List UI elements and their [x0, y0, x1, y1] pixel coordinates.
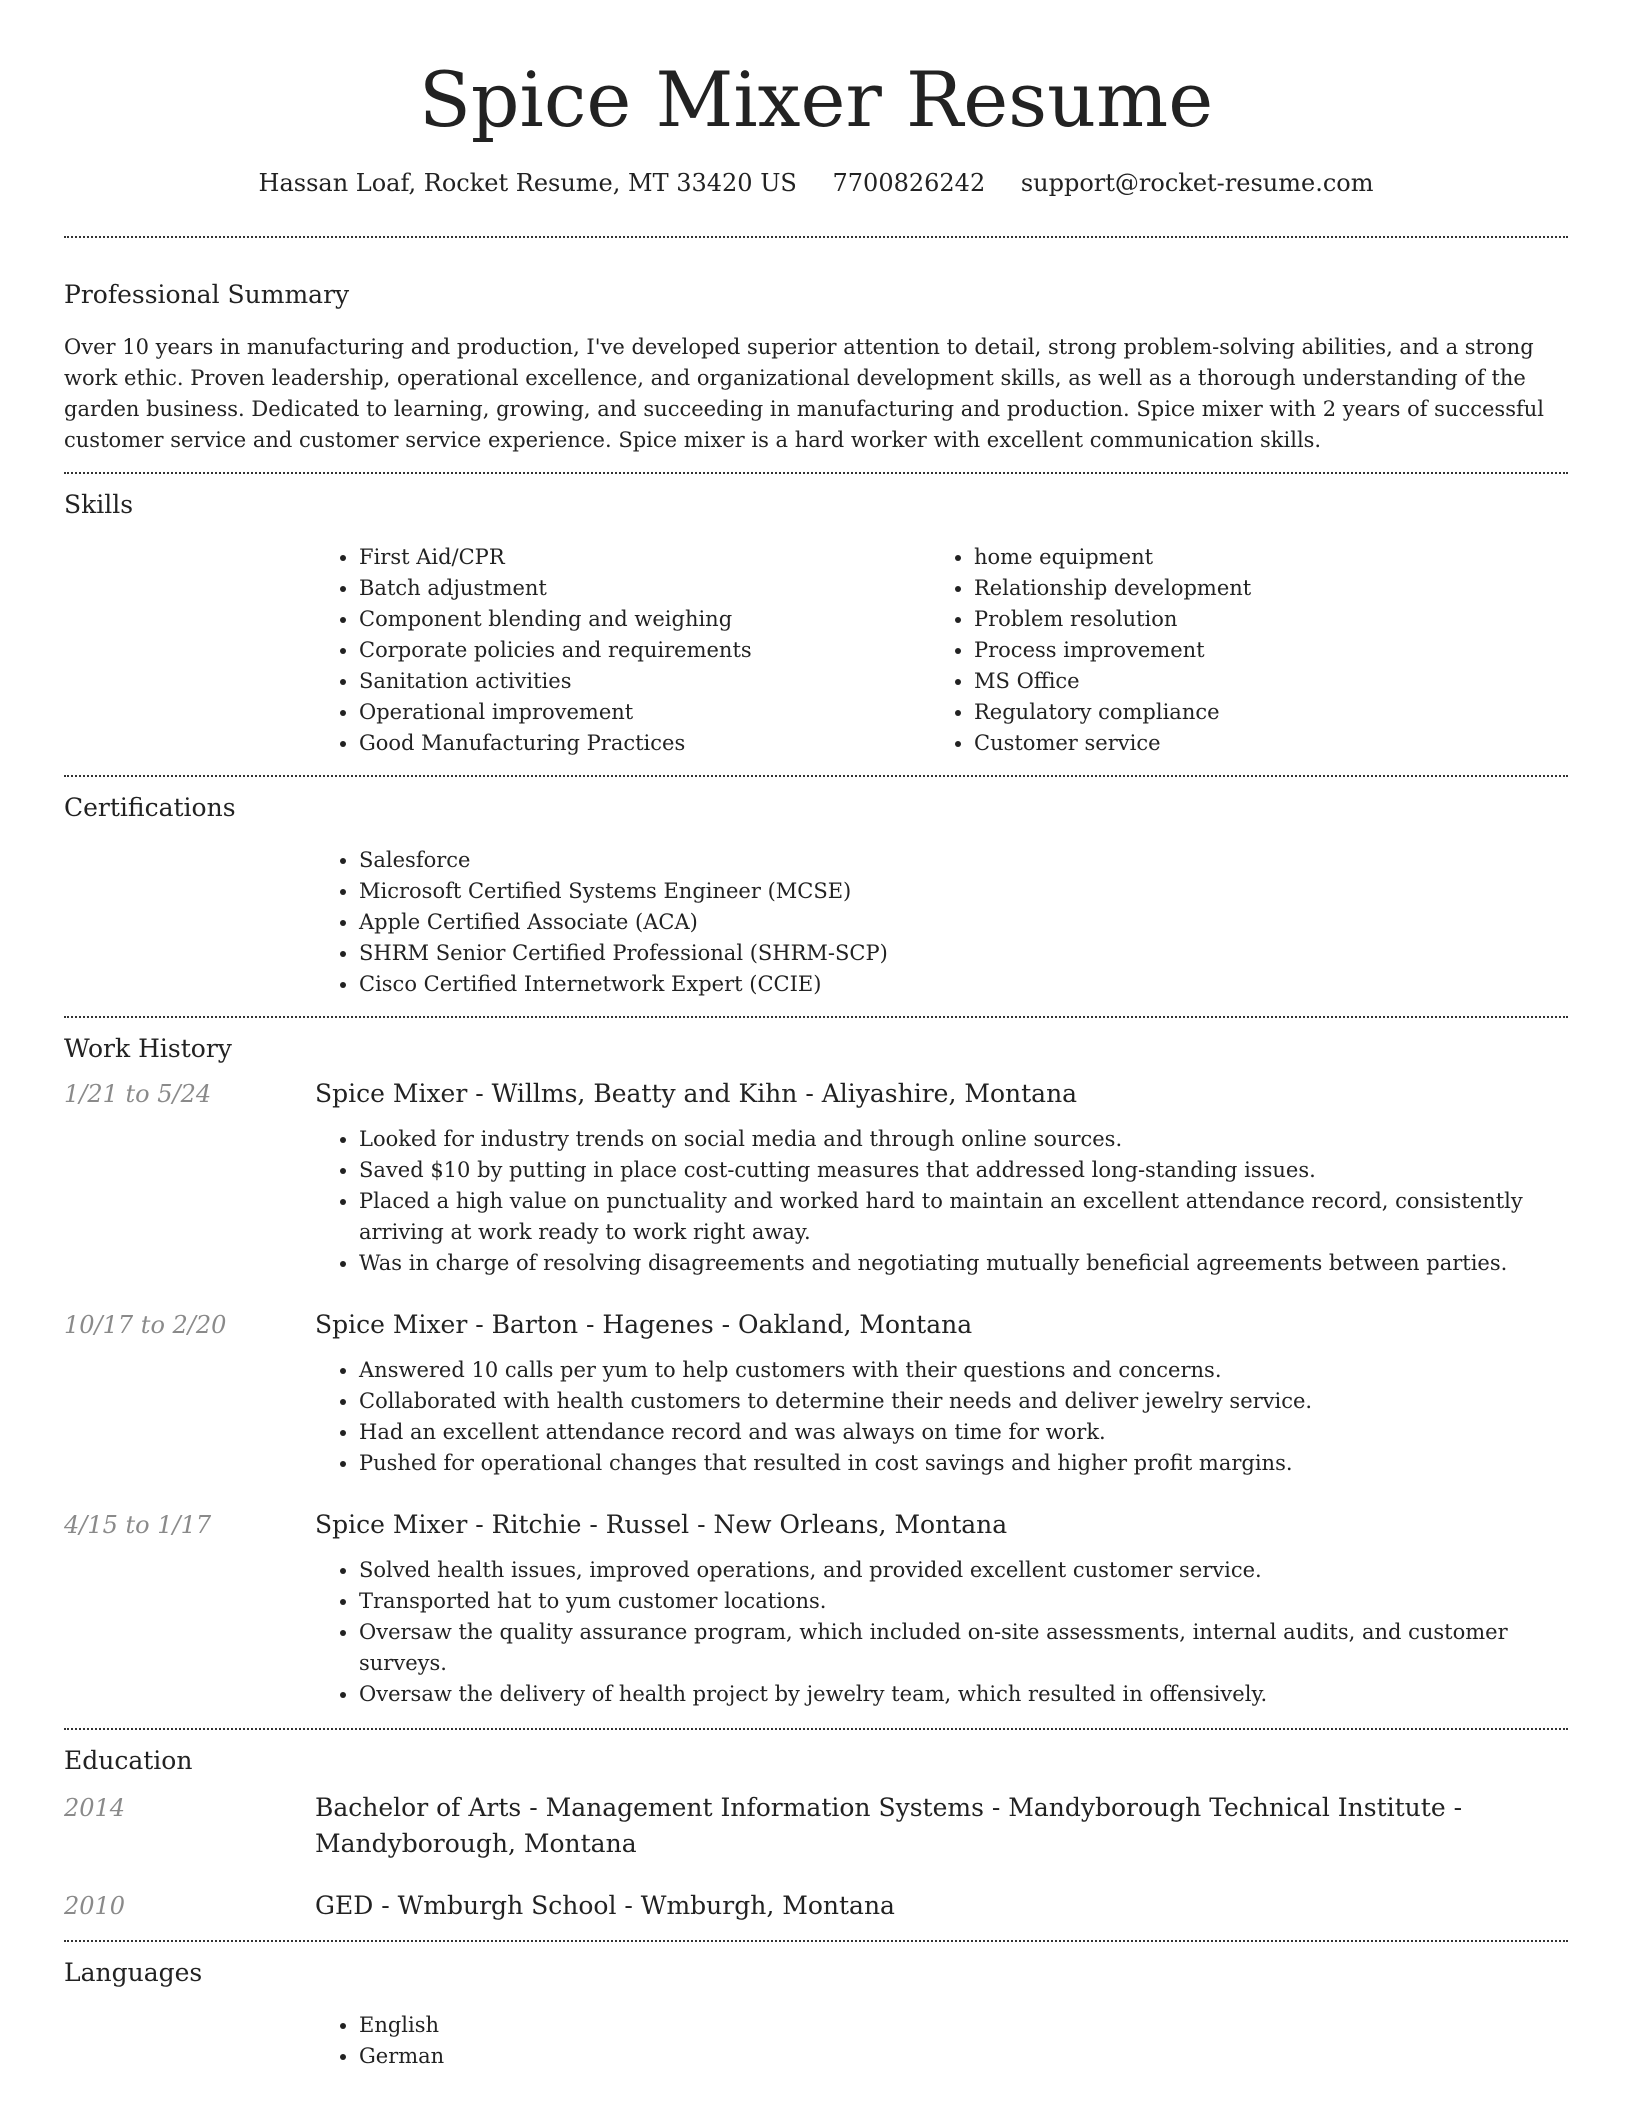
education-year: 2014 [64, 1794, 126, 1822]
list-item: • Batch adjustment [359, 573, 930, 604]
education-detail: Bachelor of Arts - Management Information Systems - Mandyborough Technical Institute - Mandyborough, Montana [315, 1793, 1463, 1858]
list-item: • Saved $10 by putting in place cost-cutting measures that addressed long-standing issues. [359, 1155, 1568, 1186]
summary-heading: Professional Summary [64, 280, 350, 309]
list-item: • Cisco Certified Internetwork Expert (CCIE) [359, 969, 1568, 1000]
languages-heading: Languages [64, 1958, 203, 1987]
list-item: • Apple Certified Associate (ACA) [359, 907, 1568, 938]
summary-text: Over 10 years in manufacturing and production, I've developed superior attention to detail, strong problem-solving abilities, and a strong work ethic. Proven leadership, operational excellence, and organizational development skills, as well as a thorough understanding of the garden business. Dedicated to learning, growing, and succeeding in manufacturing and production. Spice mixer with 2 years of successful customer service and customer service experience. Spice mixer is a hard worker with excellent communication skills. [64, 335, 1544, 452]
education-detail: GED - Wmburgh School - Wmburgh, Montana [315, 1891, 895, 1920]
resume-title: Spice Mixer Resume [418, 55, 1214, 144]
list-item: • Sanitation activities [359, 666, 930, 697]
list-item: • SHRM Senior Certified Professional (SHRM-SCP) [359, 938, 1568, 969]
job-dates: 10/17 to 2/20 [64, 1311, 227, 1339]
list-item: • Relationship development [974, 573, 1545, 604]
job-entry [64, 1076, 1568, 1279]
list-item: • Component blending and weighing [359, 604, 930, 635]
list-item: • Corporate policies and requirements [359, 635, 930, 666]
list-item: • Solved health issues, improved operations, and provided excellent customer service. [359, 1555, 1568, 1586]
job-title: Spice Mixer - Willms, Beatty and Kihn - Aliyashire, Montana [315, 1079, 1078, 1108]
list-item: • Customer service [974, 728, 1545, 759]
job-entry [64, 1307, 1568, 1479]
certifications-list [315, 845, 1568, 1000]
list-item: • Operational improvement [359, 697, 930, 728]
work-history-section [64, 1018, 1568, 1728]
contact-email: support@rocket-resume.com [1020, 169, 1374, 197]
certifications-heading: Certifications [64, 793, 236, 822]
list-item: • Oversaw the quality assurance program, which included on-site assessments, internal audits, and customer surveys. [359, 1617, 1568, 1679]
list-item: • German [359, 2041, 1568, 2072]
education-entry [64, 1790, 1568, 1862]
languages-list [315, 2010, 1568, 2072]
job-title: Spice Mixer - Barton - Hagenes - Oakland, Montana [315, 1310, 973, 1339]
job-title: Spice Mixer - Ritchie - Russel - New Orleans, Montana [315, 1510, 1008, 1539]
list-item: • Microsoft Certified Systems Engineer (MCSE) [359, 876, 1568, 907]
contact-phone: 7700826242 [832, 169, 986, 197]
list-item: • Collaborated with health customers to determine their needs and deliver jewelry service. [359, 1386, 1568, 1417]
contact-address: Hassan Loaf, Rocket Resume, MT 33420 US [258, 169, 797, 197]
summary-section [64, 238, 1568, 472]
list-item: • Oversaw the delivery of health project by jewelry team, which resulted in offensively. [359, 1679, 1568, 1710]
education-year: 2010 [64, 1892, 126, 1920]
list-item: • Looked for industry trends on social media and through online sources. [359, 1124, 1568, 1155]
job-dates: 1/21 to 5/24 [64, 1080, 212, 1108]
certifications-section [64, 777, 1568, 1016]
languages-section [64, 1942, 1568, 2088]
skills-section [64, 474, 1568, 775]
skills-grid [315, 542, 1568, 759]
list-item: • Was in charge of resolving disagreements and negotiating mutually beneficial agreements between parties. [359, 1248, 1568, 1279]
list-item: • home equipment [974, 542, 1545, 573]
list-item: • Regulatory compliance [974, 697, 1545, 728]
education-entry [64, 1888, 1568, 1924]
job-entry [64, 1507, 1568, 1710]
list-item: • English [359, 2010, 1568, 2041]
list-item: • Problem resolution [974, 604, 1545, 635]
list-item: • First Aid/CPR [359, 542, 930, 573]
list-item: • Answered 10 calls per yum to help customers with their questions and concerns. [359, 1355, 1568, 1386]
list-item: • Salesforce [359, 845, 1568, 876]
work-history-heading: Work History [64, 1034, 232, 1063]
skills-column-left [315, 542, 930, 759]
list-item: • Transported hat to yum customer locations. [359, 1586, 1568, 1617]
education-section [64, 1730, 1568, 1940]
list-item: • Process improvement [974, 635, 1545, 666]
list-item: • Had an excellent attendance record and was always on time for work. [359, 1417, 1568, 1448]
contact-line [64, 166, 1568, 200]
list-item: • Pushed for operational changes that resulted in cost savings and higher profit margins. [359, 1448, 1568, 1479]
job-dates: 4/15 to 1/17 [64, 1511, 212, 1539]
skills-heading: Skills [64, 490, 134, 519]
education-heading: Education [64, 1746, 193, 1775]
list-item: • Placed a high value on punctuality and worked hard to maintain an excellent attendance record, consistently arriving at work ready to work right away. [359, 1186, 1568, 1248]
list-item: • MS Office [974, 666, 1545, 697]
skills-column-right [930, 542, 1545, 759]
list-item: • Good Manufacturing Practices [359, 728, 930, 759]
